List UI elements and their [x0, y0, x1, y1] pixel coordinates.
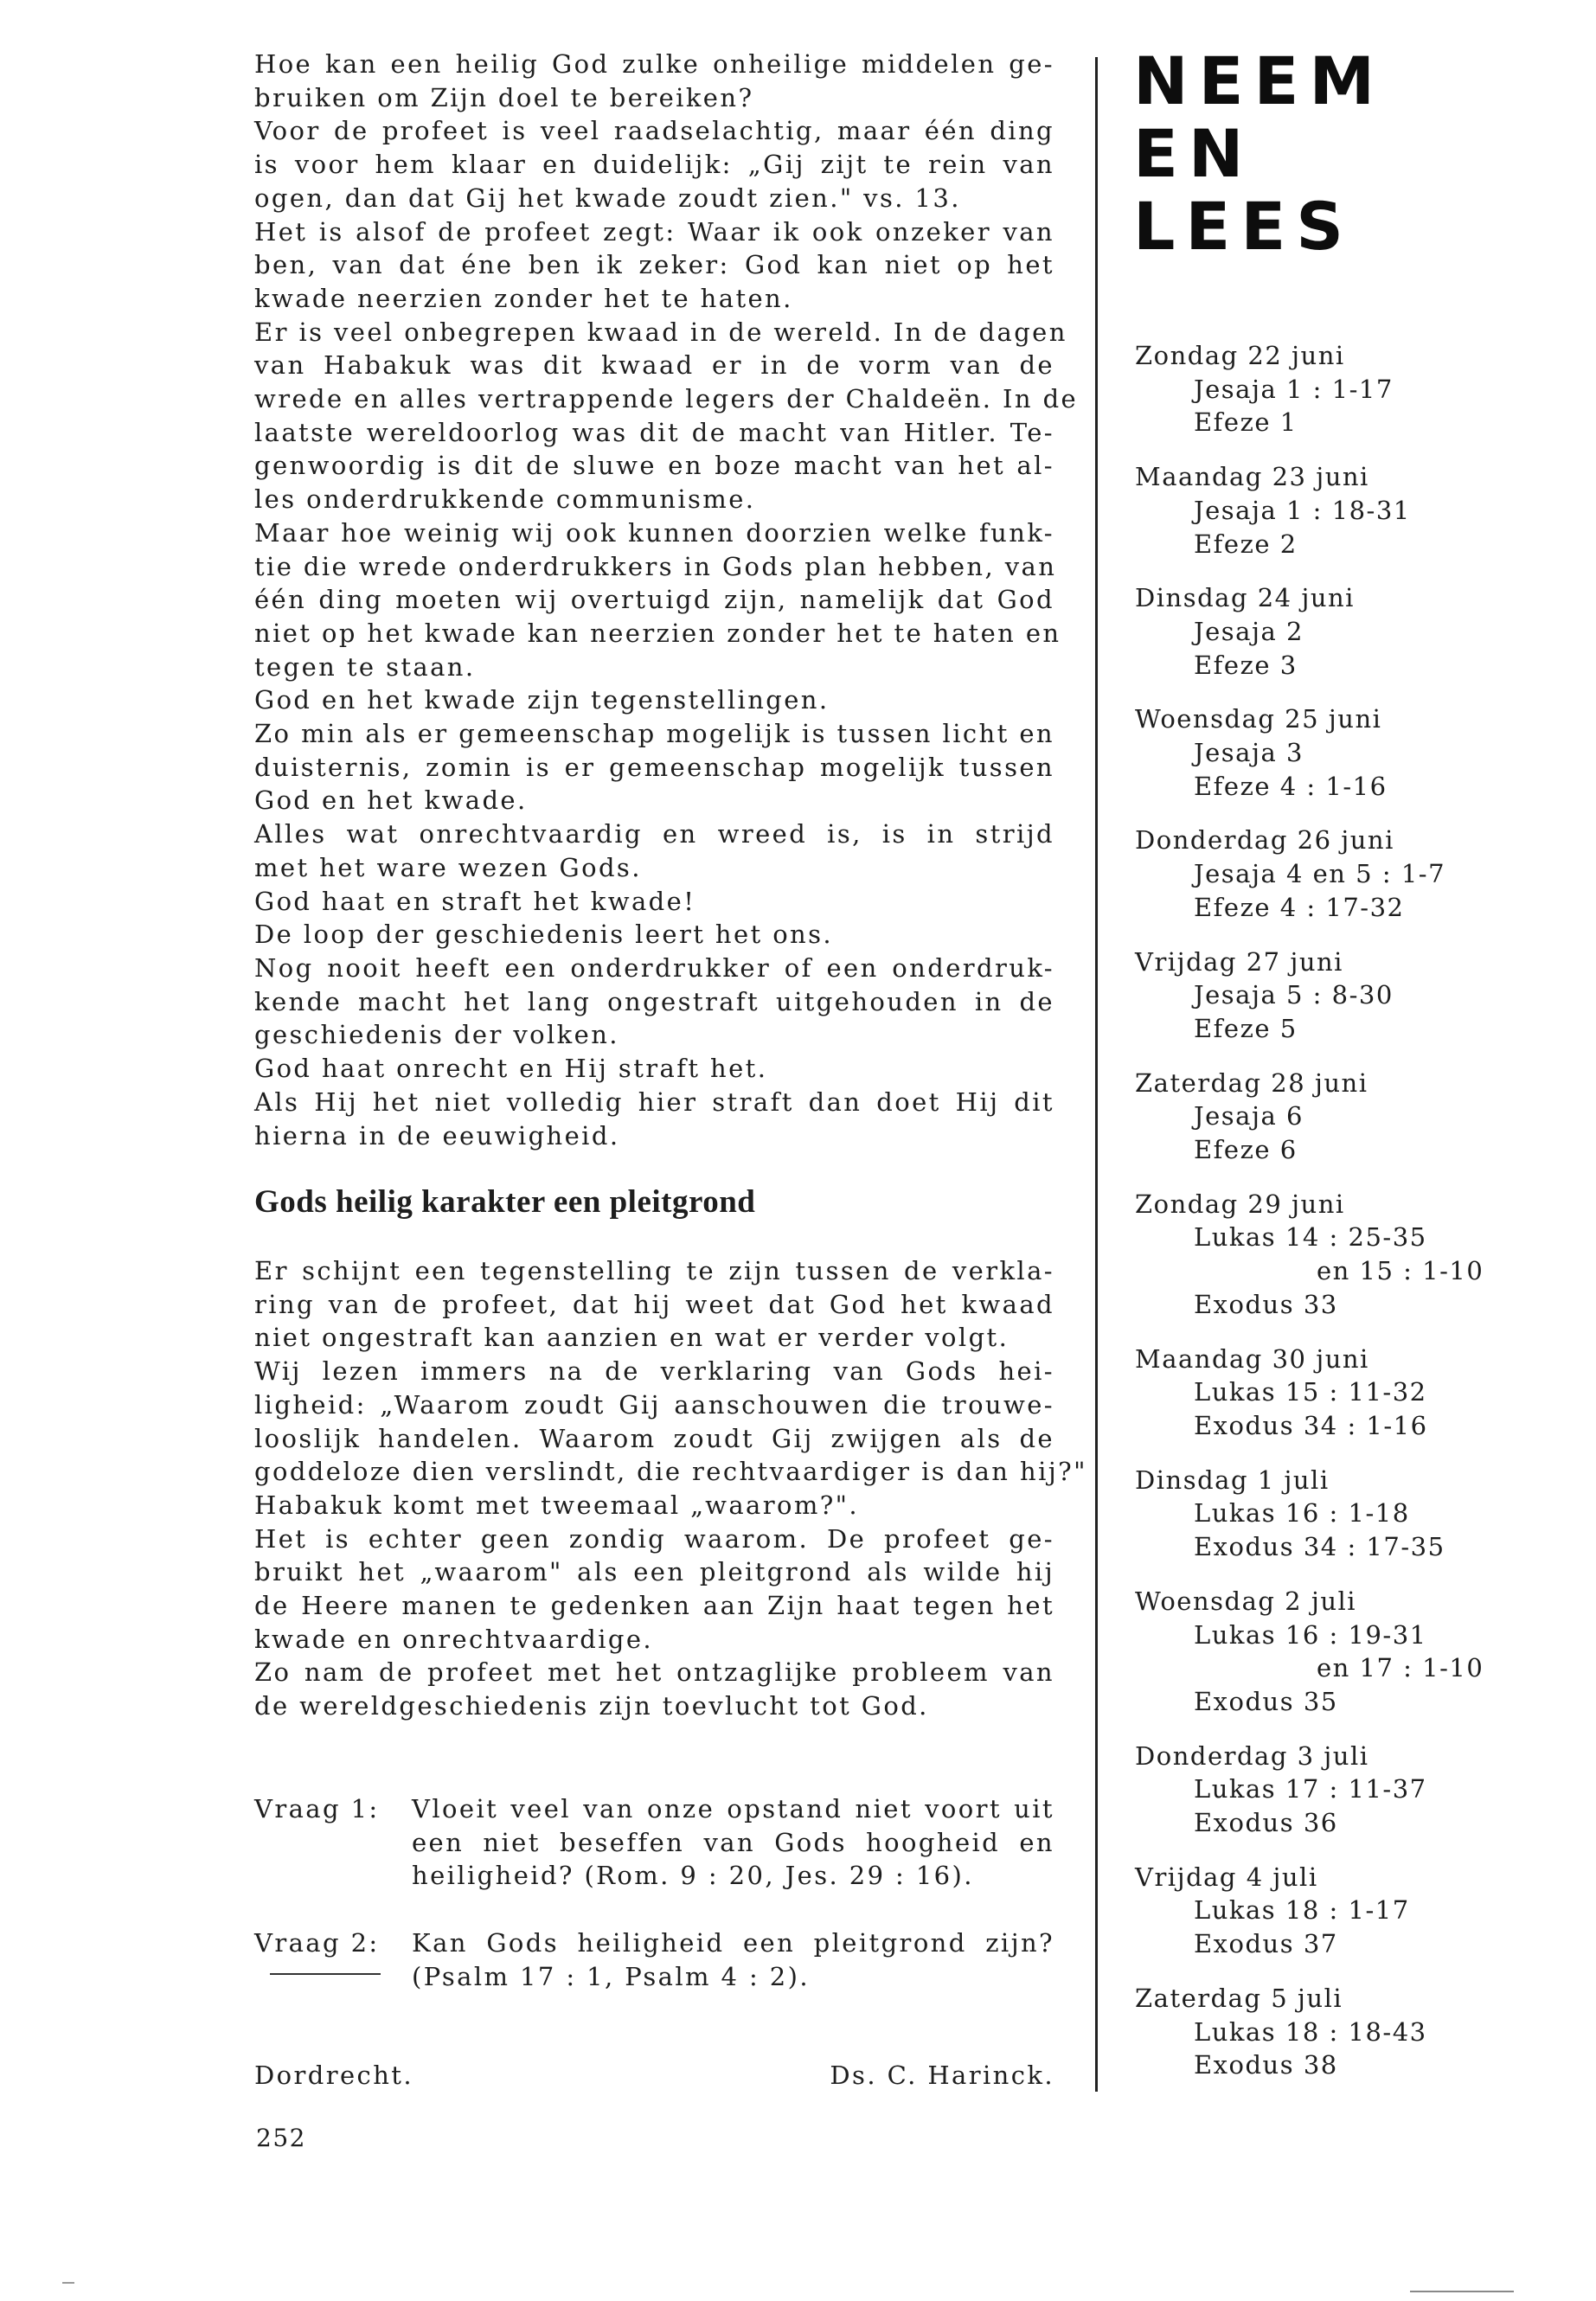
reading-date: Maandag 23 juni — [1135, 462, 1369, 492]
text-line: Er schijnt een tegenstelling te zijn tussen de verkla- — [254, 1256, 1054, 1285]
reading-date: Zondag 22 juni — [1135, 341, 1345, 370]
question-label: Vraag 2: — [254, 1928, 380, 1958]
text-line: God en het kwade zijn tegenstellingen. — [254, 685, 830, 715]
underline-rule — [270, 1973, 381, 1975]
reading-passage: Efeze 6 — [1194, 1135, 1298, 1165]
reading-passage: en 15 : 1-10 — [1317, 1256, 1484, 1286]
text-line: bruikt het „waarom" als een pleitgrond als wilde hij — [254, 1557, 1054, 1587]
reading-day — [1135, 339, 1507, 439]
reading-passage: Lukas 15 : 11-32 — [1194, 1377, 1427, 1407]
reading-date: Dinsdag 24 juni — [1135, 583, 1355, 613]
text-line: niet op het kwade kan neerzien zonder het te haten en — [254, 618, 1061, 648]
reading-passage: Exodus 36 — [1194, 1808, 1338, 1838]
reading-passage: Jesaja 2 — [1194, 616, 1304, 646]
reading-day — [1135, 702, 1507, 803]
text-line: Alles wat onrechtvaardig en wreed is, is in strijd — [254, 819, 1054, 849]
reading-passage: Lukas 16 : 1-18 — [1194, 1498, 1410, 1529]
signature-author: Ds. C. Harinck. — [830, 2061, 1054, 2090]
text-line: Het is echter geen zondig waarom. De profeet ge- — [254, 1523, 1054, 1554]
reading-day — [1135, 1585, 1507, 1719]
text-line: tie die wrede onderdrukkers in Gods plan hebben, van — [254, 551, 1057, 581]
reading-date: Vrijdag 27 juni — [1135, 946, 1343, 977]
text-line: Habakuk komt met tweemaal „waarom?". — [254, 1490, 860, 1520]
reading-day — [1135, 824, 1507, 924]
section-heading: Gods heilig karakter een pleitgrond — [254, 1184, 756, 1220]
text-line: ligheid: „Waarom zoudt Gij aanschouwen die trouwe- — [254, 1389, 1054, 1420]
text-line: hierna in de eeuwigheid. — [254, 1120, 620, 1150]
text-line: ogen, dan dat Gij het kwade zoudt zien." vs. 13. — [254, 183, 961, 213]
reading-passage: Jesaja 6 — [1194, 1101, 1304, 1131]
reading-passage: Exodus 34 : 17-35 — [1194, 1532, 1445, 1562]
reading-passage: en 17 : 1-10 — [1317, 1653, 1484, 1683]
text-line: geschiedenis der volken. — [254, 1020, 619, 1050]
masthead-line: EN — [1133, 115, 1254, 192]
reading-passage: Lukas 14 : 25-35 — [1194, 1222, 1427, 1253]
text-line: kwade en onrechtvaardige. — [254, 1624, 654, 1654]
reading-passage: Exodus 37 — [1194, 1929, 1338, 1959]
scan-corner-mark — [62, 2282, 74, 2284]
reading-date: Woensdag 2 juli — [1135, 1586, 1357, 1616]
text-line: tegen te staan. — [254, 651, 476, 682]
reading-date: Maandag 30 juni — [1135, 1343, 1369, 1374]
article-paragraph-1 — [254, 48, 1079, 1152]
text-line: Maar hoe weinig wij ook kunnen doorzien welke funk- — [254, 517, 1054, 548]
reading-date: Vrijdag 4 juli — [1135, 1862, 1318, 1892]
masthead-line: LEES — [1133, 188, 1354, 265]
reading-date: Zaterdag 5 juli — [1135, 1983, 1343, 2013]
text-line: is voor hem klaar en duidelijk: „Gij zijt te rein van — [254, 150, 1054, 180]
sidebar-masthead — [1133, 42, 1497, 265]
reading-passage: Exodus 33 — [1194, 1289, 1338, 1319]
text-line: de Heere manen te gedenken aan Zijn haat tegen het — [254, 1591, 1054, 1621]
text-line: Hoe kan een heilig God zulke onheilige middelen ge- — [254, 49, 1054, 79]
text-line: Vloeit veel van onze opstand niet voort uit — [412, 1794, 1054, 1823]
text-line: De loop der geschiedenis leert het ons. — [254, 920, 834, 950]
reading-passage: Exodus 35 — [1194, 1686, 1338, 1716]
reading-passage: Efeze 3 — [1194, 650, 1298, 680]
question-text — [412, 1926, 1054, 1993]
text-line: Wij lezen immers na de verklaring van Gods hei- — [254, 1356, 1054, 1387]
reading-day — [1135, 1740, 1507, 1840]
text-line: Zo min als er gemeenschap mogelijk is tussen licht en — [254, 719, 1054, 749]
page-number: 252 — [256, 2124, 306, 2152]
reading-day — [1135, 460, 1507, 561]
text-line: ben, van dat éne ben ik zeker: God kan niet op het — [254, 250, 1054, 280]
text-line: een niet beseffen van Gods hoogheid en — [412, 1827, 1054, 1857]
text-line: genwoordig is dit de sluwe en boze macht van het al- — [254, 451, 1054, 481]
reading-day — [1135, 1343, 1507, 1443]
reading-day — [1135, 1188, 1507, 1322]
reading-date: Donderdag 3 juli — [1135, 1740, 1369, 1771]
reading-day — [1135, 581, 1507, 682]
reading-passage: Jesaja 1 : 18-31 — [1194, 495, 1411, 525]
text-line: kwade neerzien zonder het te haten. — [254, 283, 793, 313]
reading-date: Woensdag 25 juni — [1135, 704, 1382, 734]
reading-passage: Jesaja 5 : 8-30 — [1194, 980, 1394, 1010]
text-line: laatste wereldoorlog was dit de macht van Hitler. Te- — [254, 417, 1054, 447]
reading-schedule — [1135, 339, 1507, 2103]
article-paragraph-2 — [254, 1254, 1087, 1723]
text-line: duisternis, zomin is er gemeenschap mogelijk tussen — [254, 752, 1054, 782]
text-line: van Habakuk was dit kwaad er in de vorm van de — [254, 350, 1054, 381]
text-line: wrede en alles vertrappende legers der Chaldeën. In de — [254, 384, 1079, 414]
reading-passage: Lukas 18 : 18-43 — [1194, 2016, 1427, 2047]
column-divider — [1095, 57, 1098, 2092]
reading-day — [1135, 1464, 1507, 1564]
reading-date: Dinsdag 1 juli — [1135, 1465, 1330, 1495]
reading-passage: Jesaja 3 — [1194, 738, 1304, 768]
text-line: Het is alsof de profeet zegt: Waar ik ook onzeker van — [254, 216, 1054, 247]
reading-passage: Jesaja 1 : 1-17 — [1194, 374, 1394, 404]
reading-passage: Efeze 4 : 1-16 — [1194, 771, 1388, 801]
text-line: Nog nooit heeft een onderdrukker of een onderdruk- — [254, 952, 1054, 983]
reading-passage: Lukas 18 : 1-17 — [1194, 1895, 1410, 1926]
text-line: bruiken om Zijn doel te bereiken? — [254, 82, 754, 112]
reading-passage: Efeze 4 : 17-32 — [1194, 892, 1405, 922]
reading-passage: Exodus 34 : 1-16 — [1194, 1410, 1428, 1440]
reading-passage: Efeze 1 — [1194, 407, 1298, 438]
text-line: goddeloze dien verslindt, die rechtvaardiger is dan hij?" — [254, 1457, 1087, 1487]
text-line: kende macht het lang ongestraft uitgehouden in de — [254, 986, 1054, 1016]
reading-date: Zaterdag 28 juni — [1135, 1067, 1368, 1098]
text-line: één ding moeten wij overtuigd zijn, namelijk dat God — [254, 585, 1054, 615]
text-line: looslijk handelen. Waarom zoudt Gij zwijgen als de — [254, 1423, 1054, 1453]
masthead-line: NEEM — [1133, 42, 1386, 119]
text-line: Kan Gods heiligheid een pleitgrond zijn? — [412, 1928, 1054, 1958]
signature-place: Dordrecht. — [254, 2061, 413, 2090]
text-line: de wereldgeschiedenis zijn toevlucht tot God. — [254, 1691, 929, 1721]
reading-passage: Exodus 38 — [1194, 2050, 1338, 2080]
text-line: les onderdrukkende communisme. — [254, 484, 756, 515]
reading-passage: Lukas 17 : 11-37 — [1194, 1774, 1427, 1804]
text-line: God haat en straft het kwade! — [254, 886, 696, 916]
reading-passage: Lukas 16 : 19-31 — [1194, 1619, 1427, 1650]
reading-passage: Efeze 5 — [1194, 1013, 1298, 1043]
text-line: met het ware wezen Gods. — [254, 852, 642, 882]
text-line: God haat onrecht en Hij straft het. — [254, 1054, 768, 1084]
text-line: niet ongestraft kan aanzien en wat er verder volgt. — [254, 1323, 1010, 1353]
reading-day — [1135, 1982, 1507, 2082]
reading-day — [1135, 1067, 1507, 1167]
text-line: ring van de profeet, dat hij weet dat God het kwaad — [254, 1289, 1054, 1319]
text-line: heiligheid? (Rom. 9 : 20, Jes. 29 : 16). — [412, 1861, 974, 1891]
reading-date: Donderdag 26 juni — [1135, 825, 1394, 856]
text-line: Voor de profeet is veel raadselachtig, maar één ding — [254, 116, 1054, 146]
reading-passage: Efeze 2 — [1194, 529, 1298, 559]
text-line: Als Hij het niet volledig hier straft dan doet Hij dit — [254, 1086, 1054, 1117]
reading-passage: Jesaja 4 en 5 : 1-7 — [1194, 859, 1446, 889]
question-label: Vraag 1: — [254, 1794, 380, 1823]
text-line: Zo nam de profeet met het ontzaglijke probleem van — [254, 1657, 1054, 1688]
reading-day — [1135, 1861, 1507, 1961]
reading-day — [1135, 945, 1507, 1046]
text-line: Er is veel onbegrepen kwaad in de wereld. In de dagen — [254, 317, 1067, 347]
text-line: (Psalm 17 : 1, Psalm 4 : 2). — [412, 1961, 810, 1991]
text-line: God en het kwade. — [254, 785, 528, 816]
scan-edge-mark — [1410, 2291, 1514, 2292]
question-text — [412, 1792, 1054, 1893]
reading-date: Zondag 29 juni — [1135, 1189, 1345, 1219]
